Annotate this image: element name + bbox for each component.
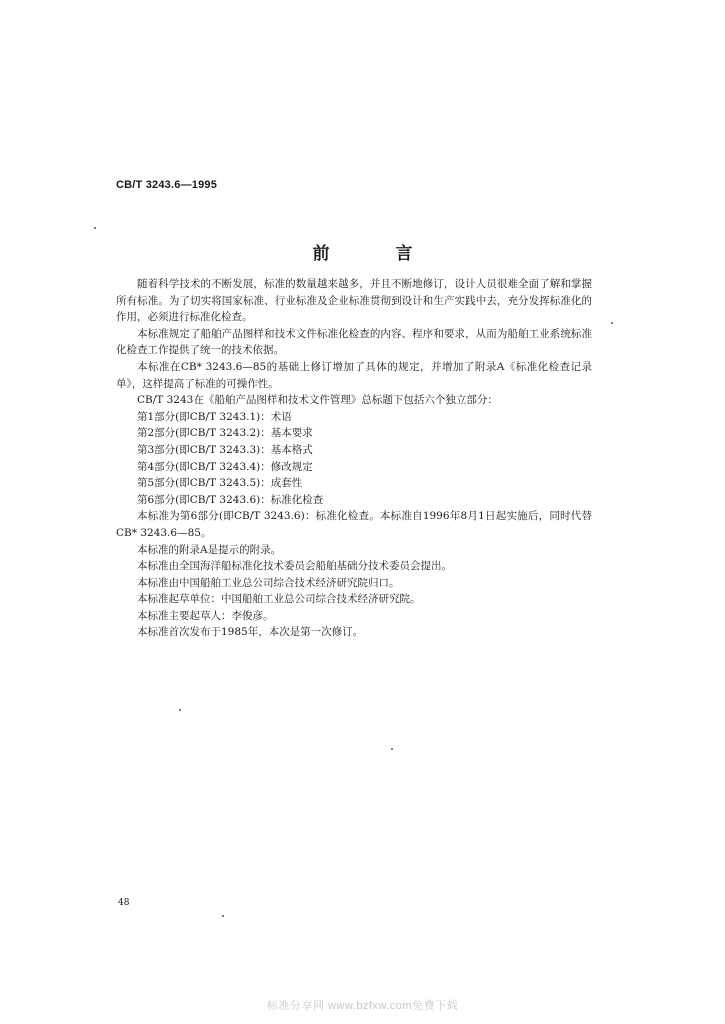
scan-speck xyxy=(611,322,613,324)
part-list-item: 第1部分(即CB/T 3243.1)：术语 xyxy=(137,410,292,423)
paragraph: 本标准首次发布于1985年，本次是第一次修订。 xyxy=(137,626,364,639)
part-list-item: 第2部分(即CB/T 3243.2)：基本要求 xyxy=(137,427,313,440)
paragraph: 随着科学技术的不断发展，标准的数量越来越多，并且不断地修订，设计人员很难全面了解和掌握所有标准。为了切实将国家标准、行业标准及企业标准贯彻到设计和生产实践中去，充分发挥标准化的作用，必须进行标准化检查。 xyxy=(116,278,592,324)
paragraph: 本标准由中国船舶工业总公司综合技术经济研究院归口。 xyxy=(137,576,400,589)
paragraph: 本标准为第6部分(即CB/T 3243.6)：标准化检查。本标准自1996年8月1日起实施后，同时代替CB* 3243.6—85。 xyxy=(116,510,592,539)
paragraph: 本标准由全国海洋船标准化技术委员会船舶基础分技术委员会提出。 xyxy=(137,560,452,573)
scan-speck xyxy=(94,227,96,229)
document-body xyxy=(116,276,592,641)
part-list-item: 第5部分(即CB/T 3243.5)：成套性 xyxy=(137,477,303,490)
paragraph: 本标准主要起草人：李俊彦。 xyxy=(137,609,274,622)
scan-speck xyxy=(391,748,393,750)
part-list-item: 第3部分(即CB/T 3243.3)：基本格式 xyxy=(137,443,313,456)
page-number: 48 xyxy=(118,898,130,908)
standard-number: CB/T 3243.6—1995 xyxy=(116,179,218,191)
paragraph: CB/T 3243在《船舶产品图样和技术文件管理》总标题下包括六个独立部分： xyxy=(137,394,498,407)
paragraph: 本标准在CB* 3243.6—85的基础上修订增加了具体的规定，并增加了附录A《标准化检查记录单》，这样提高了标准的可操作性。 xyxy=(116,360,592,390)
paragraph: 本标准的附录A是提示的附录。 xyxy=(137,543,282,556)
watermark: 标准分享网 www.bzfxw.com免费下载 xyxy=(266,1000,459,1012)
scan-speck xyxy=(222,915,224,917)
paragraph: 本标准规定了船舶产品图样和技术文件标准化检查的内容、程序和要求，从而为船舶工业系统标准化检查工作提供了统一的技术依据。 xyxy=(116,327,592,357)
scan-speck xyxy=(179,709,181,711)
paragraph: 本标准起草单位：中国船舶工业总公司综合技术经济研究院。 xyxy=(137,593,421,606)
section-title: 前 言 xyxy=(312,244,443,264)
part-list-item: 第4部分(即CB/T 3243.4)：修改规定 xyxy=(137,460,313,473)
part-list-item: 第6部分(即CB/T 3243.6)：标准化检查 xyxy=(137,493,324,506)
